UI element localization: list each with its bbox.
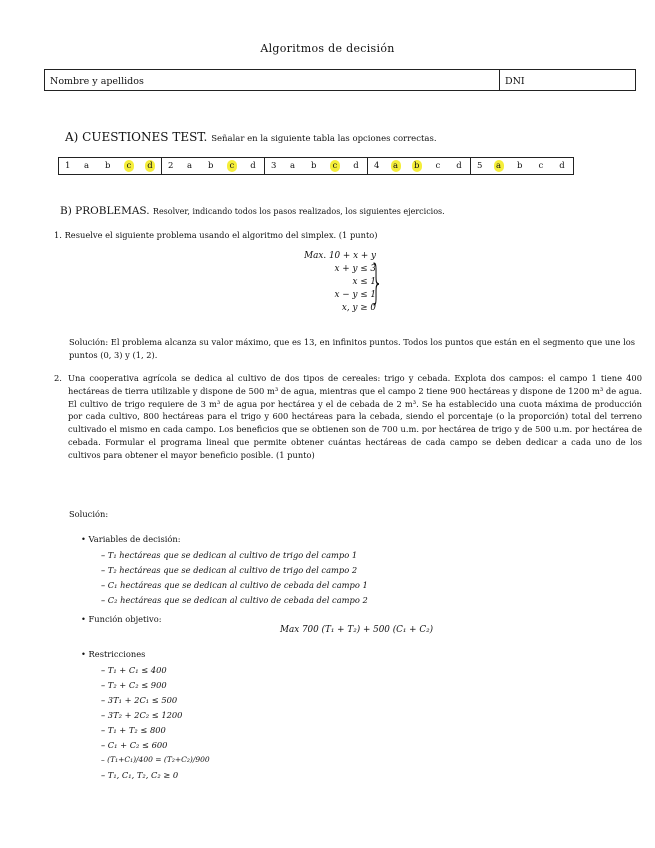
name-field[interactable]: Nombre y apellidos: [45, 70, 500, 90]
question-5-cell: [471, 158, 573, 174]
problem-2-text: Una cooperativa agrícola se dedica al cultivo de dos tipos de cereales: trigo y cebada. Explota dos campos: el campo 1 tiene 400 hectáreas de tierra utilizable y dispone de 500 m³ de agua, mientras que el campo 2 tiene 900 hectáreas y dispone de 1200 m³ de agua. El cultivo de trigo requiere de 3 m³ de agua por hectárea y el de cebada de 2 m³. Se ha establecido una cuota máxima de producción por cada cultivo, 800 hectáreas para el trigo y 600 hectáreas para la cebada, siendo el porcentaje (o la proporción) total del terreno cultivado el mismo en cada campo. Los beneficios que se obtienen son de 700 u.m. por hectárea de trigo y de 500 u.m. por hectárea de cebada. Formular el programa lineal que permite obtener cuántas hectáreas de cada campo se deben dedicar a cada uno de los cultivos para obtener el mayor beneficio posible. (1 punto): [68, 373, 642, 460]
list-item: – C₂ hectáreas que se dedican al cultivo de cebada del campo 2: [101, 595, 368, 605]
answer-option-c[interactable]: c: [435, 161, 441, 171]
variable-t2: T₂ hectáreas que se dedican al cultivo de trigo del campo 2: [107, 565, 358, 575]
constraint-item: – T₁ + C₁ ≤ 400: [101, 665, 167, 675]
question-number: 5: [477, 161, 483, 171]
objective-label: Función objetivo:: [88, 614, 162, 624]
answer-option-b[interactable]: b: [104, 161, 111, 171]
right-brace-icon: }: [370, 255, 384, 309]
question-3-cell: [265, 158, 368, 174]
lp-objective: Max. 10 + x + y: [304, 251, 376, 261]
constraint-text: T₁ + T₂ ≤ 800: [107, 725, 166, 735]
problem-1-statement: [54, 229, 634, 242]
answer-option-a[interactable]: a: [494, 160, 504, 172]
section-b-instruction: Resolver, indicando todos los pasos realizados, los siguientes ejercicios.: [152, 207, 445, 216]
answer-option-b[interactable]: b: [516, 161, 523, 171]
constraint-text: 3T₁ + 2C₁ ≤ 500: [107, 695, 178, 705]
problem-1-lp: [284, 250, 376, 315]
variables-label: Variables de decisión:: [88, 534, 181, 544]
variable-t1: T₁ hectáreas que se dedican al cultivo de trigo del campo 1: [107, 550, 358, 560]
list-item: – C₁ hectáreas que se dedican al cultivo de cebada del campo 1: [101, 580, 368, 590]
constraint-item: – T₁, C₁, T₂, C₂ ≥ 0: [101, 770, 179, 780]
list-item: [81, 648, 145, 661]
answer-option-d[interactable]: d: [250, 161, 256, 171]
answer-option-d[interactable]: d: [456, 161, 462, 171]
answer-option-d[interactable]: d: [353, 161, 359, 171]
question-number: 2: [168, 161, 174, 171]
constraint-text: 3T₂ + 2C₂ ≤ 1200: [107, 710, 183, 720]
question-4-cell: [368, 158, 471, 174]
variable-c2: C₂ hectáreas que se dedican al cultivo de cebada del campo 2: [107, 595, 368, 605]
lp-constraint: x + y ≤ 3: [334, 264, 376, 274]
constraint-text: T₁, C₁, T₂, C₂ ≥ 0: [107, 770, 179, 780]
constraint-item: – 3T₁ + 2C₁ ≤ 500: [101, 695, 178, 705]
constraint-item: – T₁ + T₂ ≤ 800: [101, 725, 166, 735]
constraint-text: C₁ + C₂ ≤ 600: [107, 740, 168, 750]
constraint-item: – C₁ + C₂ ≤ 600: [101, 740, 168, 750]
constraint-item: – 3T₂ + 2C₂ ≤ 1200: [101, 710, 183, 720]
lp-constraint: x ≤ 1: [352, 277, 376, 287]
problem-2-statement: [54, 372, 642, 460]
question-2-cell: [162, 158, 265, 174]
problem-1-text: Resuelve el siguiente problema usando el algoritmo del simplex. (1 punto): [64, 230, 378, 240]
objective-function: Max 700 (T₁ + T₂) + 500 (C₁ + C₂): [279, 625, 434, 635]
section-a-title: A) CUESTIONES TEST.: [65, 130, 208, 144]
list-item: – T₁ hectáreas que se dedican al cultivo de trigo del campo 1: [101, 550, 358, 560]
answer-option-c[interactable]: c: [538, 161, 544, 171]
answer-table: [58, 157, 574, 175]
question-number: 4: [374, 161, 380, 171]
lp-nonnegativity: x, y ≥ 0: [341, 303, 376, 313]
bullet-icon: •: [81, 649, 86, 659]
problem-2-number: 2.: [54, 373, 62, 383]
answer-option-c[interactable]: c: [330, 160, 340, 172]
list-item: [81, 613, 162, 626]
answer-option-d[interactable]: d: [145, 160, 155, 172]
section-b-heading: [60, 205, 445, 217]
answer-option-b[interactable]: b: [207, 161, 214, 171]
constraint-text: T₁ + C₁ ≤ 400: [107, 665, 167, 675]
answer-option-a[interactable]: a: [84, 161, 90, 171]
answer-option-a[interactable]: a: [187, 161, 193, 171]
list-item: [81, 533, 181, 546]
answer-option-b[interactable]: b: [310, 161, 317, 171]
list-item: – T₂ hectáreas que se dedican al cultivo de trigo del campo 2: [101, 565, 358, 575]
answer-option-c[interactable]: c: [124, 160, 134, 172]
answer-option-d[interactable]: d: [559, 161, 565, 171]
lp-constraint: x − y ≤ 1: [334, 290, 376, 300]
constraints-label: Restricciones: [88, 649, 146, 659]
dni-field[interactable]: DNI: [505, 76, 525, 87]
section-b-title: B) PROBLEMAS.: [60, 205, 150, 217]
variable-c1: C₁ hectáreas que se dedican al cultivo de cebada del campo 1: [107, 580, 368, 590]
question-1-cell: [59, 158, 162, 174]
problem-1-solution: Solución: El problema alcanza su valor máximo, que es 13, en infinitos puntos. Todos los puntos que están en el segmento que une los puntos (0, 3) y (1, 2).: [69, 337, 635, 360]
question-number: 3: [271, 161, 277, 171]
problem-1-number: 1.: [54, 230, 62, 240]
section-a-instruction: Señalar en la siguiente tabla las opciones correctas.: [211, 134, 437, 144]
student-id-box: [44, 69, 636, 91]
section-a-heading: [65, 130, 437, 144]
answer-option-a[interactable]: a: [391, 160, 401, 172]
constraint-text: (T₁+C₁)/400 = (T₂+C₂)/900: [107, 755, 210, 764]
constraint-item: – T₂ + C₂ ≤ 900: [101, 680, 167, 690]
answer-option-c[interactable]: c: [227, 160, 237, 172]
answer-option-a[interactable]: a: [290, 161, 296, 171]
bullet-icon: •: [81, 534, 86, 544]
answer-option-b[interactable]: b: [412, 160, 422, 172]
problem-2-solution-label: Solución:: [69, 509, 109, 519]
page-title: Algoritmos de decisión: [260, 42, 395, 55]
constraint-item: – (T₁+C₁)/400 = (T₂+C₂)/900: [101, 755, 210, 764]
question-number: 1: [65, 161, 71, 171]
bullet-icon: •: [81, 614, 86, 624]
constraint-text: T₂ + C₂ ≤ 900: [107, 680, 167, 690]
